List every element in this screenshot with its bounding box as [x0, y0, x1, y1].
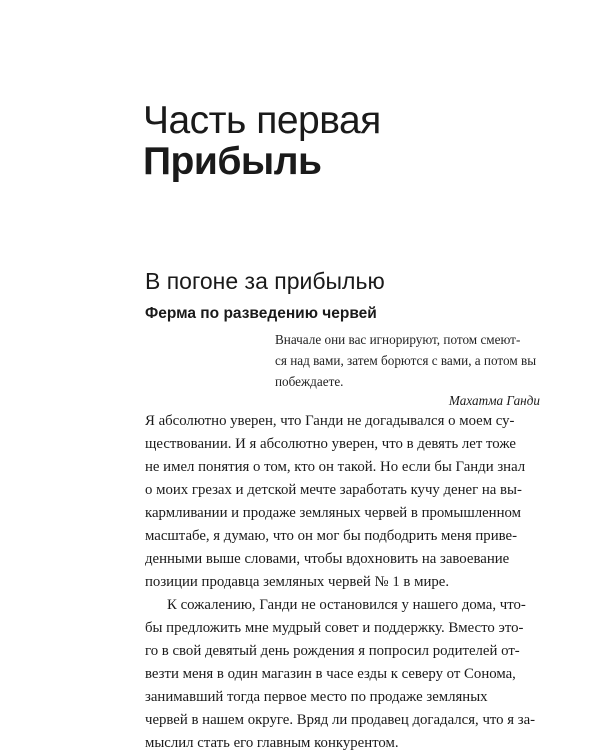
body-line: не имел понятия о том, кто он такой. Но если бы Ганди знал: [145, 459, 526, 475]
body-line: бы предложить мне мудрый совет и поддержку. Вместо это-: [145, 620, 524, 636]
body-line: го в свой девятый день рождения я попросил родителей от-: [145, 643, 520, 659]
epigraph-line: ся над вами, затем борются с вами, а потом вы: [275, 353, 537, 368]
epigraph-line: Вначале они вас игнорируют, потом смеют-: [275, 332, 521, 347]
body-text: [145, 410, 545, 755]
body-line: ществовании. И я абсолютно уверен, что в девять лет тоже: [145, 436, 516, 452]
body-line: позиции продавца земляных червей № 1 в мире.: [145, 574, 450, 590]
epigraph-author: Махатма Ганди: [448, 393, 540, 408]
body-line: денными выше словами, чтобы вдохновить на завоевание: [145, 551, 510, 567]
body-line: занимавший тогда первое место по продаже земляных: [145, 689, 488, 705]
body-line: кармливании и продаже земляных червей в промышленном: [145, 505, 521, 521]
body-line: червей в нашем округе. Вряд ли продавец догадался, что я за-: [145, 712, 536, 728]
epigraph: [275, 329, 589, 392]
body-line: К сожалению, Ганди не остановился у нашего дома, что-: [167, 597, 526, 613]
body-line: везти меня в один магазин в часе езды к северу от Сонома,: [145, 666, 516, 682]
part-title: Прибыль: [143, 140, 322, 183]
body-line: масштабе, я думаю, что он мог бы подбодрить меня приве-: [145, 528, 518, 544]
body-line: мыслил стать его главным конкурентом.: [145, 735, 399, 751]
section-title: Ферма по разведению червей: [145, 305, 377, 322]
chapter-title: В погоне за прибылью: [145, 268, 385, 294]
epigraph-line: побеждаете.: [275, 374, 344, 389]
part-label: Часть первая: [143, 99, 381, 142]
body-line: Я абсолютно уверен, что Ганди не догадывался о моем су-: [145, 413, 515, 429]
body-line: о моих грезах и детской мечте заработать кучу денег на вы-: [145, 482, 522, 498]
